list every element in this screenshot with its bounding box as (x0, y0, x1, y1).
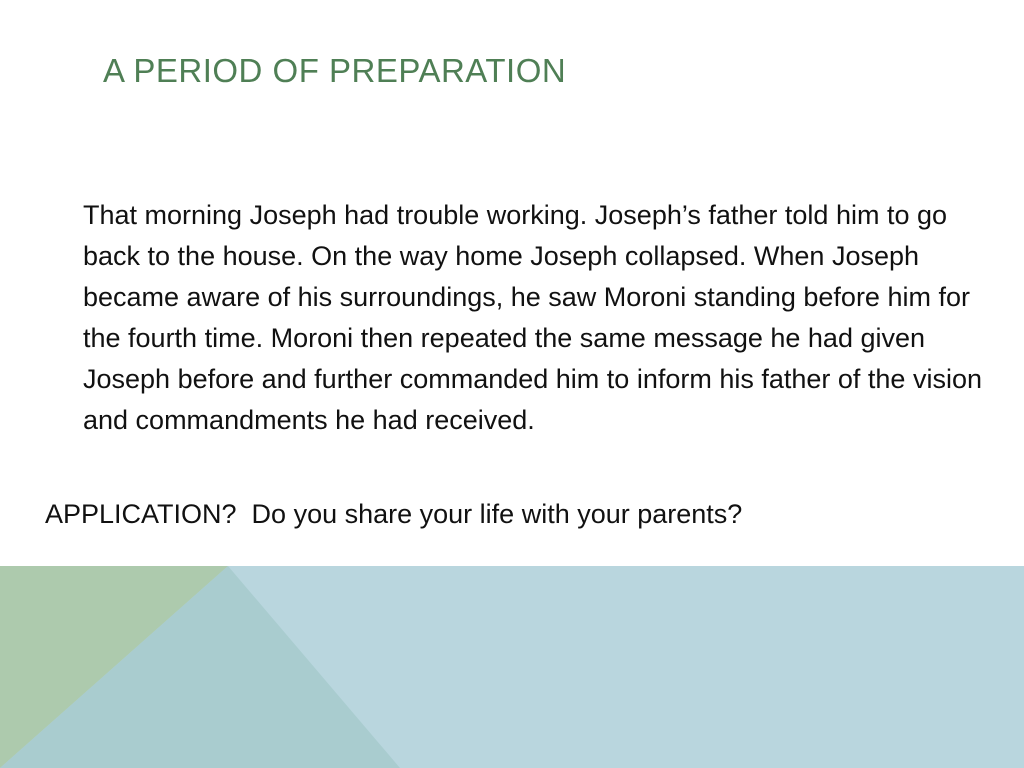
slide-title: A PERIOD OF PREPARATION (103, 52, 567, 89)
decorative-footer-band (0, 566, 1024, 768)
body-paragraph: That morning Joseph had trouble working. Joseph’s father told him to go back to the house. On the way home Joseph collapsed. When Joseph became aware of his surroundings, he saw Moroni standing before him for the fourth time. Moroni then repeated the same message he had given Joseph before and further commanded him to inform his father of the vision and commandments he had received. (83, 200, 982, 435)
application-question: APPLICATION? Do you share your life with your parents? (45, 499, 743, 529)
